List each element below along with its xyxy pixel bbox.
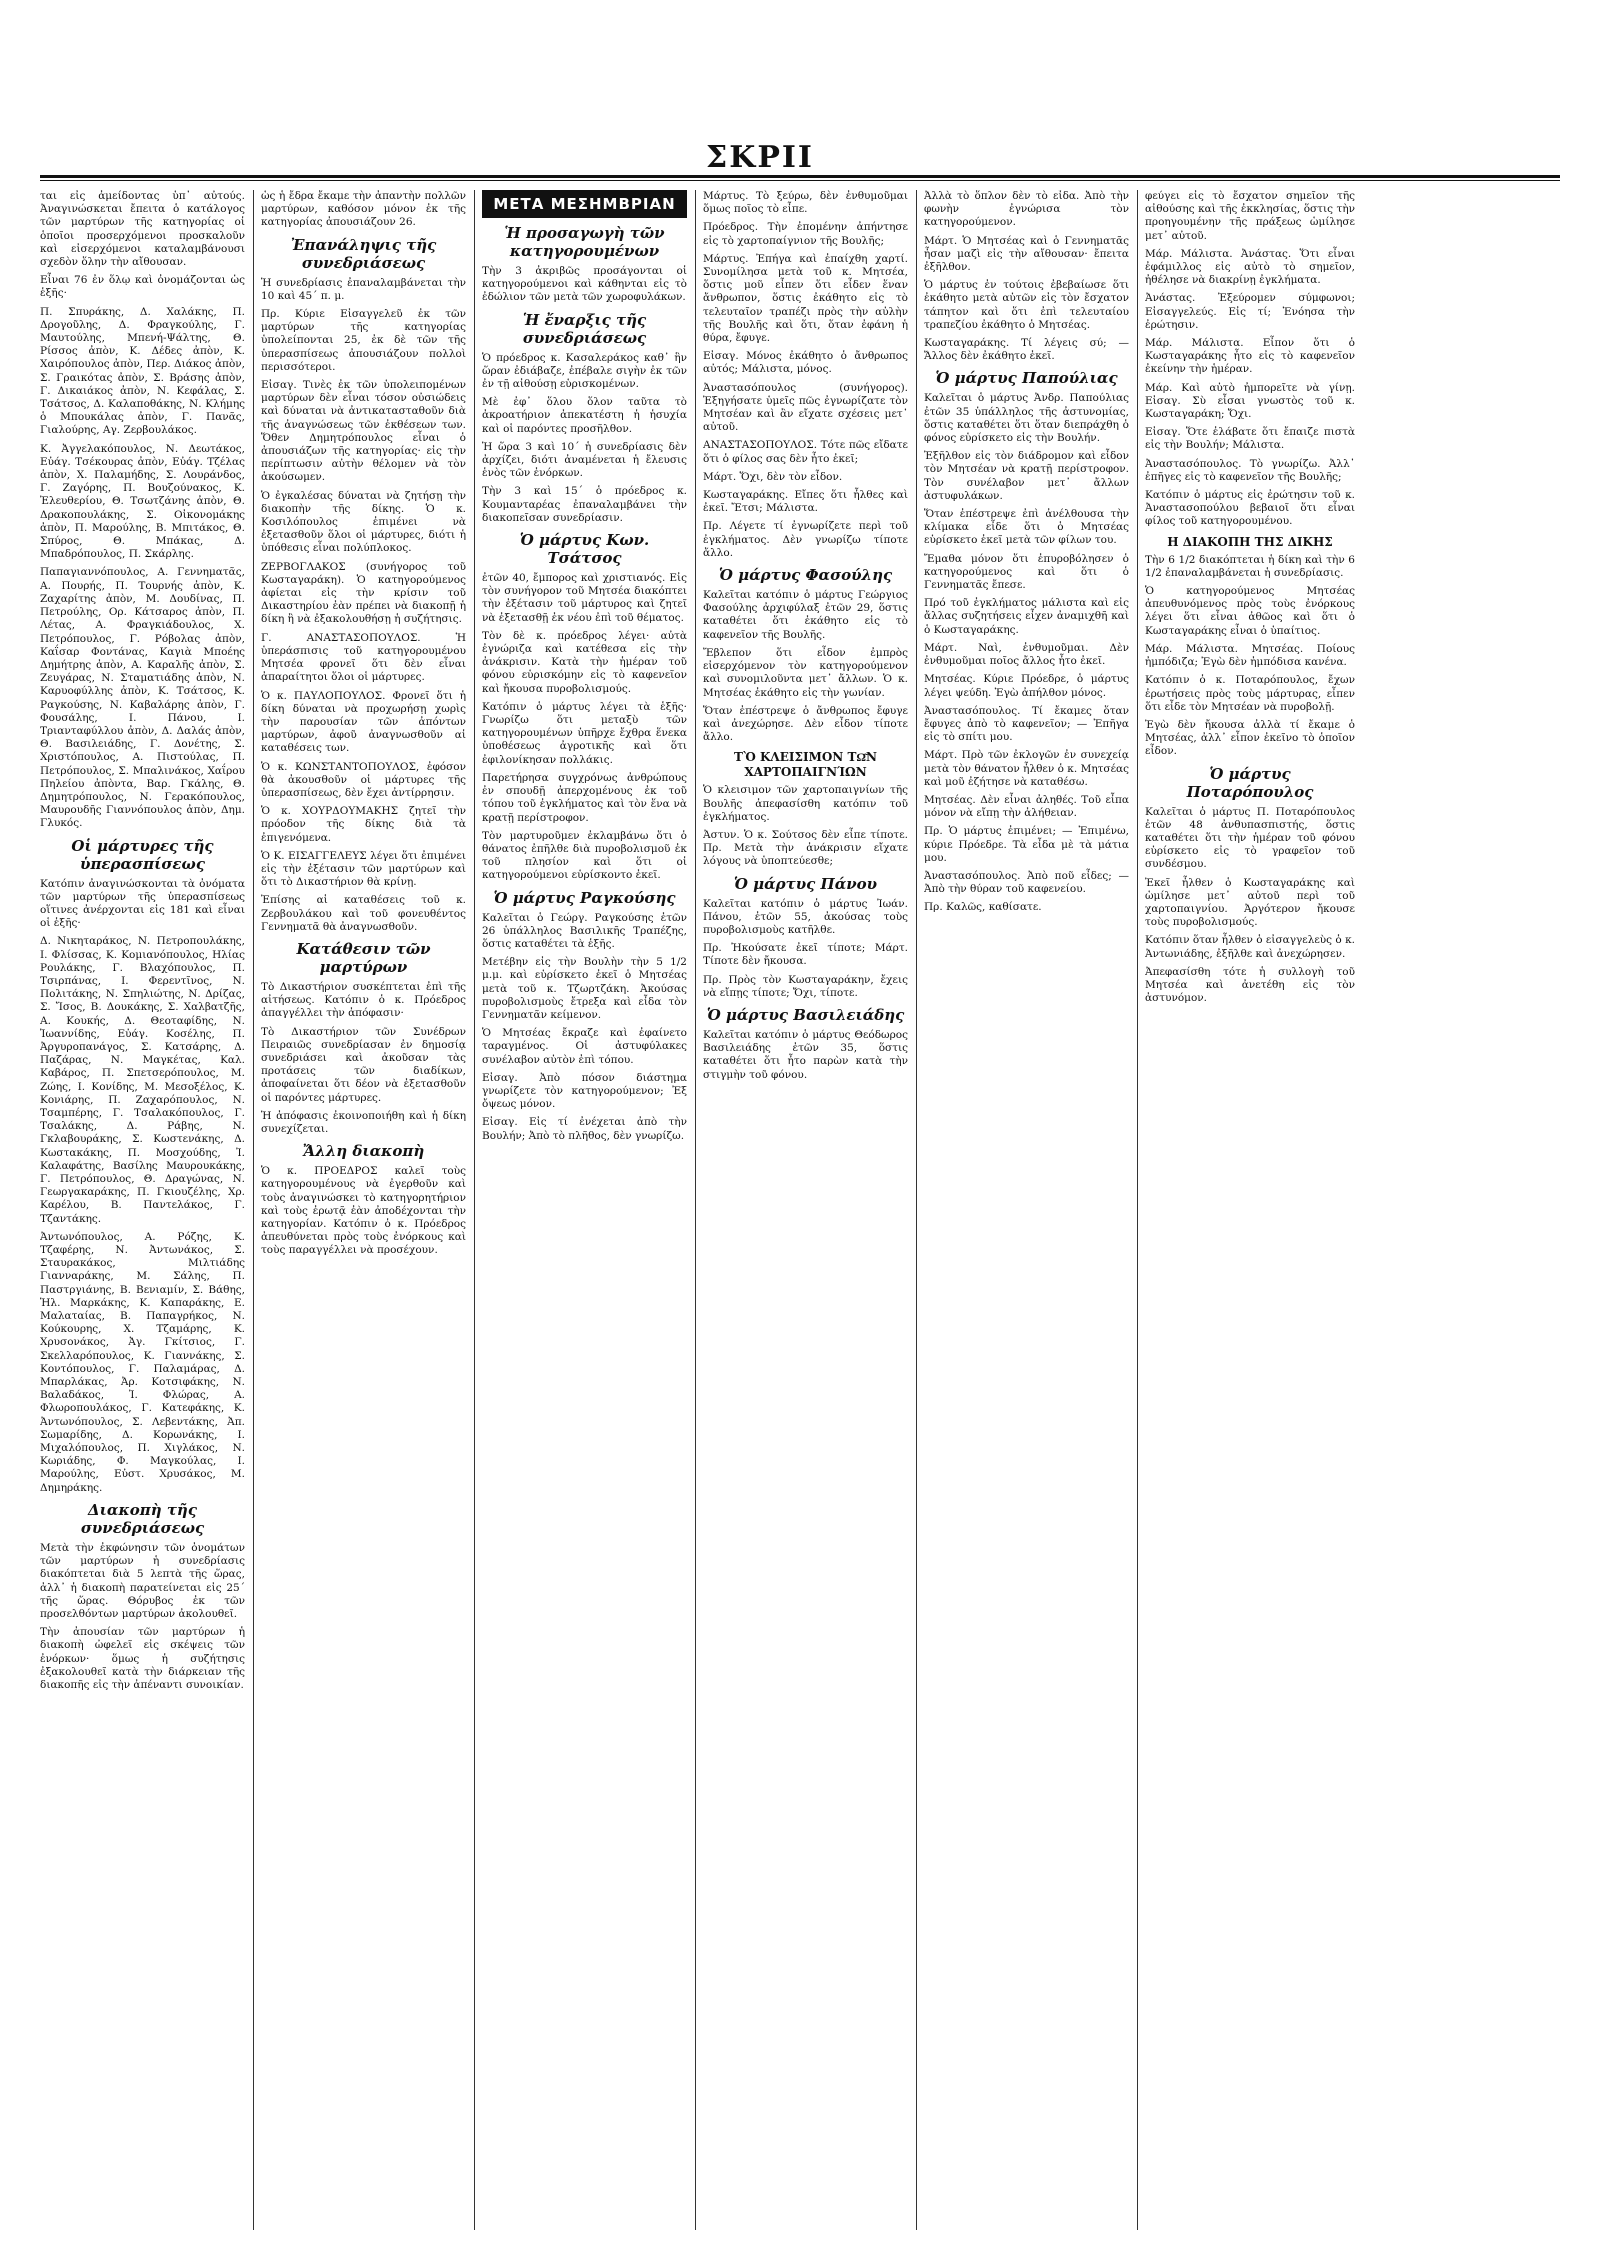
article-paragraph: Πρ. Λέγετε τί ἐγνωρίζετε περὶ τοῦ ἐγκλήματος. Δὲν γνωρίζω τίποτε ἄλλο. [703, 520, 908, 559]
article-paragraph: Κωσταγαράκης. Τί λέγεις σύ; — Ἄλλος δὲν ἐκάθητο ἐκεῖ. [924, 337, 1129, 363]
column-5 [924, 190, 1129, 2230]
article-paragraph: ται εἰς ἀμείδοντας ὑπ᾿ αὐτούς. Ἀναγινώσκεται ἔπειτα ὁ κατάλογος τῶν μαρτύρων τῆς κατηγορίας οἱ ὁποῖοι προσερχόμενοι προσκαλοῦν καὶ εἰσερχόμενοι καταλαμβάνουσι σχεδὸν ὅλην τὴν αἴθουσαν. [40, 190, 245, 269]
article-paragraph: ἐτῶν 40, ἔμπορος καὶ χριστιανός. Εἰς τὸν συνήγορον τοῦ Μητσέα διακόπτει τὴν ἐξέτασιν τοῦ μάρτυρος καὶ ζητεῖ νὰ ἐξετασθῇ ἐκ νέου ἐπὶ τοῦ θέματος. [482, 572, 687, 624]
article-paragraph: Ἡ συνεδρίασις ἐπαναλαμβάνεται τὴν 10 καὶ 45΄ π. μ. [261, 276, 466, 302]
article-paragraph: Μάρτ. Ναὶ, ἐνθυμοῦμαι. Δὲν ἐνθυμοῦμαι ποῖος ἄλλος ἦτο ἐκεῖ. [924, 641, 1129, 668]
article-paragraph: Τὴν 3 καὶ 15΄ ὁ πρόεδρος κ. Κουμανταρέας ἐπαναλαμβάνει τὴν διακοπεῖσαν συνεδρίασιν. [482, 485, 687, 524]
article-paragraph: Ὁ κ. ΠΑΥΛΟΠΟΥΛΟΣ. Φρονεῖ ὅτι ἡ δίκη δύναται νὰ προχωρήσῃ χωρὶς τὴν παρουσίαν τῶν ἀπόντων μαρτύρων, ἀφοῦ ἀναγνωσθοῦν αἱ καταθέσεις των. [261, 689, 466, 755]
page-header [0, 0, 1600, 175]
article-paragraph: Ἀναστασόπουλος. Ἀπὸ ποῦ εἶδες; — Ἀπὸ τὴν θύραν τοῦ καφενείου. [924, 869, 1129, 896]
article-paragraph: Ἔμαθα μόνον ὅτι ἐπυροβόλησεν ὁ κατηγορούμενος καὶ ὅτι ὁ Γεννηματᾶς ἔπεσε. [924, 552, 1129, 592]
article-paragraph: Ἀναστασόπουλος (συνήγορος). Ἐξηγήσατε ὑμεῖς πῶς ἐγνωρίζατε τὸν Μητσέαν καὶ ἂν εἴχατε σχέσεις μετ᾿ αὐτοῦ. [703, 381, 908, 434]
article-paragraph: Τὸν μαρτυροῦμεν ἐκλαμβάνω ὅτι ὁ θάνατος ἐπῆλθε διὰ πυροβολισμοῦ ἐκ τοῦ πλησίον καὶ ὅτι οἱ κατηγορούμενοι εὑρίσκοντο ἐκεῖ. [482, 829, 687, 882]
column-divider [253, 190, 254, 2230]
article-paragraph: Πρ. Ὁ μάρτυς ἐπιμένει; — Ἐπιμένω, κύριε Πρόεδρε. Τὰ εἶδα μὲ τὰ μάτια μου. [924, 825, 1129, 864]
article-paragraph: Πρό τοῦ ἐγκλήματος μάλιστα καὶ εἰς ἄλλας συζητήσεις εἶχεν ἀναμιχθῆ καὶ ὁ Κωσταγαράκης. [924, 597, 1129, 636]
article-paragraph: Καλεῖται ὁ μάρτυς Ἀνδρ. Παπούλιας ἐτῶν 35 ὑπάλληλος τῆς ἀστυνομίας, ὅστις καταθέτει ὅτι ὅταν διεπράχθη ὁ φόνος εὑρίσκετο εἰς τὴν Βουλήν. [924, 392, 1129, 445]
header-rule [40, 175, 1560, 178]
section-heading: Ὁ μάρτυς Ραγκούσης [493, 888, 676, 907]
article-paragraph: Ἀναστασόπουλος. Τί ἔκαμες ὅταν ἔφυγες ἀπὸ τὸ καφενεῖον; — Ἐπῆγα εἰς τὸ σπίτι μου. [924, 704, 1129, 744]
article-paragraph: Τὸν δὲ κ. πρόεδρος λέγει· αὐτὰ ἐγνώριζα καὶ κατέθεσα εἰς τὴν ἀνάκρισιν. Κατὰ τὴν ἡμέραν τοῦ φόνου εὑρισκόμην εἰς τὸ καφενεῖον καὶ ἤκουσα πυροβολισμούς. [482, 629, 687, 695]
article-paragraph: Ἀναστασόπουλος. Τὸ γνωρίζω. Ἀλλ᾿ ἐπῆγες εἰς τὸ καφενεῖον τῆς Βουλῆς; [1145, 457, 1355, 483]
section-heading: Ἡ ἔναρξις τῆς συνεδριάσεως [522, 310, 647, 347]
article-paragraph: Εἰσαγ. Μόνος ἐκάθητο ὁ ἄνθρωπος αὐτός; Μάλιστα, μόνος. [703, 350, 908, 376]
article-paragraph: Ἐπίσης αἱ καταθέσεις τοῦ κ. Ζερβουλάκου καὶ τοῦ φονευθέντος Γεννηματᾶ θὰ ἀναγνωσθοῦν. [261, 894, 466, 933]
article-paragraph: Πρ. Καλῶς, καθίσατε. [924, 901, 1042, 914]
article-paragraph: Εἰσαγ. Τινὲς ἐκ τῶν ὑπολειπομένων μαρτύρων δὲν εἶναι τόσον οὐσιώδεις καὶ δύναται νὰ ἀντικατασταθοῦν διὰ τῆς ἀναγνώσεως τῶν ἐκθέσεων των. Ὅθεν Δημητρόπουλος εἶναι ὁ ἀπουσιάζων τῆς κατηγορίας· εἰς τὴν περίπτωσιν αὐτὴν θέλομεν νὰ τὸν ἀκούσωμεν. [261, 379, 466, 484]
section-heading: Ὁ μάρτυς Βασιλειάδης [706, 1005, 905, 1024]
article-paragraph: Πρ. Ἠκούσατε ἐκεῖ τίποτε; Μάρτ. Τίποτε δὲν ἤκουσα. [703, 942, 908, 968]
section-heading: Ὁ μάρτυς Κων. Τσάτσος [519, 531, 650, 568]
article-paragraph: Κατόπιν ὁ μάρτυς λέγει τὰ ἑξῆς· Γνωρίζω ὅτι μεταξὺ τῶν κατηγορουμένων ὑπῆρχε ἔχθρα ἕνεκα ὑποθέσεως ἀγροτικῆς καὶ ὅτι ἐφιλονίκησαν πολλάκις. [482, 700, 687, 766]
section-heading: Ὁ μάρτυς Ποταρόπουλος [1186, 764, 1314, 801]
article-paragraph: Μητσέας. Δὲν εἶναι ἀληθές. Τοῦ εἶπα μόνον νὰ εἴπῃ τὴν ἀλήθειαν. [924, 793, 1129, 820]
section-heading: Ὁ μάρτυς Παπούλιας [935, 369, 1118, 388]
section-heading: Ἐπανάληψις τῆς συνεδριάσεως [290, 235, 437, 272]
article-paragraph: Καλεῖται κατόπιν ὁ μάρτυς Γεώργιος Φασούλης ἀρχιφύλαξ ἐτῶν 29, ὅστις καταθέτει ὅτι ἐκάθητο εἰς τὸ καφενεῖον τῆς Βουλῆς. [703, 589, 908, 641]
article-paragraph: Ἡ ὥρα 3 καὶ 10΄ ἡ συνεδρίασις δὲν ἀρχίζει, διότι ἀναμένεται ἡ ἔλευσις ἑνὸς τῶν ἐνόρκων. [482, 440, 687, 480]
article-paragraph: Ἀπεφασίσθη τότε ἡ συλλογὴ τοῦ Μητσέα καὶ ἀνετέθη εἰς τὸν ἀστυνόμον. [1145, 965, 1355, 1005]
article-paragraph: Μάρτ. Ὁ Μητσέας καὶ ὁ Γεννηματᾶς ἦσαν μαζὶ εἰς τὴν αἴθουσαν· ἔπειτα ἐξῆλθον. [924, 234, 1129, 274]
article-paragraph: Παπαγιαννόπουλος, Α. Γεννηματᾶς, Α. Πουρής, Π. Τουρνής ἀπὸν, Κ. Ζαχαρίτης ἀπὸν, Μ. Δουδίνας, Π. Πετρούλης, Ορ. Κάτσαρος ἀπὸν, Π. Λέτας, Α. Φραγκιάδουλος, Χ. Πετρόπουλος, Γ. Ρόβολας ἀπὸν, Καΐσαρ Φοντάνας, Καγιὰ Μποέης Δημήτρης ἀπὸν, Α. Καραλῆς ἀπὸν, Σ. Ζευγάρας, Ν. Σταματιάδης ἀπὸν, Ν. Καρυοφύλλης ἀπὸν, Κ. Τσάτσος, Κ. Ραγκούσης, Ν. Καβαλάρης ἀπὸν, Γ. Φουσάλης, Ι. Πάνου, Ι. Τριανταφύλλου ἀπὸν, Δ. Δαλάς ἀπὸν, Θ. Βασιλειάδης, Γ. Δονέτης, Σ. Χριστόπουλος, Α. Πιστούλας, Π. Πετρόπουλος, Σ. Μπαλινάκος, Χαΐρου Πηλείου ἀπὸντα, Βαρ. Γκάλης, Θ. Δημητρόπουλος, Ν. Γερακόπουλος, Μαυρουδῆς Γιαννόπουλος ἀπὸν, Δημ. Γλυκός. [40, 566, 245, 830]
article-paragraph: Πρ. Πρὸς τὸν Κωσταγαράκην, ἔχεις νὰ εἴπῃς τίποτε; Ὄχι, τίποτε. [703, 973, 908, 999]
page-folio: ΣΚΡΙΙ [706, 140, 814, 175]
section-heading: Ὁ μάρτυς Φασούλης [718, 566, 893, 585]
article-paragraph: Παρετήρησα συγχρόνως ἀνθρώπους ἐν σπουδῇ ἀπερχομένους ἐκ τοῦ τόπου τοῦ ἐγκλήματος καὶ τὸν ἕνα νὰ κρατῇ περίστροφον. [482, 771, 687, 824]
article-paragraph: Ὁ κλεισιμον τῶν χαρτοπαιγνίων τῆς Βουλῆς ἀπεφασίσθη κατόπιν τοῦ ἐγκλήματος. [703, 784, 908, 823]
article-paragraph: Ὁ Κ. ΕΙΣΑΓΓΕΛΕΥΣ λέγει ὅτι ἐπιμένει εἰς τὴν ἐξέτασιν τῶν μαρτύρων καὶ ὅτι τὸ Δικαστήριον θὰ κρίνῃ. [261, 849, 466, 889]
article-paragraph: Εἰσαγ. Εἰς τί ἐνέχεται ἀπὸ τὴν Βουλήν; Ἀπὸ τὸ πλῆθος, δὲν γνωρίζω. [482, 1116, 687, 1142]
article-paragraph: Π. Σπυράκης, Δ. Χαλάκης, Π. Δρογοῦλης, Δ. Φραγκούλης, Γ. Μαυτούλης, Μπενή-Ψάλτης, Θ. Ρίσσος ἀπὸν, Κ. Δέδες ἀπὸν, Κ. Χαιρόπουλος ἀπὸν, Περ. Διάκος ἀπὸν, Σ. Γραικότας ἀπὸν, Σ. Βράσης ἀπὸν, Γ. Δικαιάκος ἀπὸν, Ν. Κεφάλας, Σ. Τσάτσος, Δ. Καλαποθάκης, Ν. Κλήμης ὁ Μπουκάλας ἀπὸν, Γ. Πανᾶς, Γιαλούρης, Αγ. Ζερβουλάκος. [40, 305, 245, 437]
article-paragraph: Μάρ. Μάλιστα. Εἶπον ὅτι ὁ Κωσταγαράκης ἦτο εἰς τὸ καφενεῖον ἐκείνην τὴν ἡμέραν. [1145, 337, 1355, 376]
section-heading: Ἡ προσαγωγὴ τῶν κατηγορουμένων [504, 224, 665, 260]
article-paragraph: Μὲ ἐφ᾿ ὅλου ὅλον ταῦτα τὸ ἀκροατήριον ἀπεκατέστη ἡ ἡσυχία καὶ οἱ παρόντες προσῆλθον. [482, 396, 687, 435]
article-paragraph: ΖΕΡΒΟΓΛΑΚΟΣ (συνήγορος τοῦ Κωσταγαράκη). Ὁ κατηγορούμενος ἀφίεται εἰς τὴν κρίσιν τοῦ Δικαστηρίου ἐὰν πρέπει νὰ διακοπῇ ἡ δίκη ἢ νὰ ἐξακολουθήσῃ ἡ συζήτησις. [261, 560, 466, 626]
column-2 [261, 190, 466, 2230]
article-paragraph: Ἀστυν. Ὁ κ. Σούτσος δὲν εἶπε τίποτε. Πρ. Μετὰ τὴν ἀνάκρισιν εἴχατε λόγους νὰ ὑποπτεύεσθε; [703, 828, 908, 868]
article-paragraph: Γ. ΑΝΑΣΤΑΣΟΠΟΥΛΟΣ. Ἡ ὑπεράσπισις τοῦ κατηγορουμένου Μητσέα φρονεῖ ὅτι δὲν εἶναι ἀπαραίτητοι ὅλοι οἱ μάρτυρες. [261, 631, 466, 684]
article-paragraph: Μητσέας. Κύριε Πρόεδρε, ὁ μάρτυς λέγει ψεύδη. Ἐγὼ ἀπήλθον μόνος. [924, 673, 1129, 699]
article-paragraph: Ὁ πρόεδρος κ. Κασαλεράκος καθ᾿ ἣν ὥραν ἐδιάβαζε, ἐπέβαλε σιγὴν ἐκ τῶν ἐν τῇ αἰθούσῃ εὑρισκομένων. [482, 351, 687, 391]
article-paragraph: Καλεῖται ὁ Γεώργ. Ραγκούσης ἐτῶν 26 ὑπάλληλος Βασιλικῆς Τραπέζης, ὅστις καταθέτει τὰ ἑξῆς. [482, 911, 687, 950]
article-paragraph: Ἐξῆλθον εἰς τὸν διάδρομον καὶ εἶδον τὸν Μητσέαν νὰ κρατῇ περίστροφον. Τὸν συνέλαβον μετ᾿ ἄλλων ἀστυφυλάκων. [924, 450, 1129, 502]
article-paragraph: Πρόεδρος. Τὴν ἐπομένην ἀπήντησε εἰς τὸ χαρτοπαίγνιον τῆς Βουλῆς; [703, 221, 908, 247]
article-paragraph: Εἰσαγ. Ὅτε ἐλάβατε ὅτι ἔπαιζε πιστὰ εἰς τὴν Βουλήν; Μάλιστα. [1145, 426, 1355, 452]
newspaper-columns [40, 190, 1560, 2230]
article-paragraph: Μάρτ. Πρὸ τῶν ἐκλογῶν ἐν συνεχείᾳ μετὰ τὸν θάνατον ἦλθεν ὁ κ. Μητσέας καὶ μοῦ ἐζήτησε νὰ καταθέσω. [924, 749, 1129, 788]
column-divider [474, 190, 475, 2230]
article-paragraph: Κατόπιν ἀναγινώσκονται τὰ ὀνόματα τῶν μαρτύρων τῆς ὑπερασπίσεως οἵτινες ἀνέρχονται εἰς 181 καὶ εἶναι οἱ ἑξῆς· [40, 877, 245, 930]
article-paragraph: Τὸ Δικαστήριον τῶν Συνέδρων Πειραιῶς συνεδρίασαν ἐν δημοσίᾳ συνεδριάσει καὶ ἀκοῦσαν τὰς προτάσεις τῶν διαδίκων, ἀποφαίνεται ὅτι δέον νὰ ἐξετασθοῦν οἱ παρόντες μάρτυρες. [261, 1025, 466, 1104]
column-divider [695, 190, 696, 2230]
article-paragraph: Ὁ Μητσέας ἔκραζε καὶ ἐφαίνετο ταραγμένος. Οἱ ἀστυφύλακες συνέλαβον αὐτὸν ἐπὶ τόπου. [482, 1027, 687, 1066]
column-6 [1145, 190, 1355, 2230]
header-rule-thin [40, 180, 1560, 181]
article-paragraph: Ὁ κ. ΠΡΟΕΔΡΟΣ καλεῖ τοὺς κατηγορουμένους νὰ ἐγερθοῦν καὶ τοὺς ἀναγινώσκει τὸ κατηγορητήριον καὶ τοὺς ἐρωτᾷ ἐὰν ἀποδέχονται τὴν κατηγορίαν. Κατόπιν ὁ κ. Πρόεδρος ἀπευθύνεται πρὸς τοὺς ἐνόρκους καὶ τοὺς παραγγέλλει νὰ προσέχουν. [261, 1165, 466, 1257]
article-paragraph: Εἶναι 76 ἐν ὅλῳ καὶ ὀνομάζονται ὡς ἑξῆς· [40, 274, 245, 300]
article-paragraph: Ὁ ἐγκαλέσας δύναται νὰ ζητήσῃ τὴν διακοπὴν τῆς δίκης. Ὁ κ. Κοσιλόπουλος ἐπιμένει νὰ ἐξετασθοῦν ὅλοι οἱ μάρτυρες, διότι ἡ ὑπόθεσις εἶναι πολύπλοκος. [261, 489, 466, 555]
article-paragraph: Μάρ. Μάλιστα. Ἀνάστας. Ὅτι εἶναι ἐφάμιλλος εἰς αὐτὸ τὸ σημεῖον, ἠθέλησε νὰ διακρίνῃ ἐγκλήματα. [1145, 247, 1355, 287]
article-paragraph: Τὴν 3 ἀκριβῶς προσάγονται οἱ κατηγορούμενοι καὶ κάθηνται εἰς τὸ ἐδώλιον τῶν μετὰ τῶν χωροφυλάκων. [482, 265, 687, 304]
article-paragraph: Εἰσαγ. Ἀπὸ πόσον διάστημα γνωρίζετε τὸν κατηγορούμενον; Ἐξ ὄψεως μόνον. [482, 1071, 687, 1111]
article-paragraph: Πρ. Κύριε Εἰσαγγελεῦ ἐκ τῶν μαρτύρων τῆς κατηγορίας ὑπολείπονται 25, ἐκ δὲ τῶν τῆς ὑπερασπίσεως ἀπουσιάζουν πολλοὶ περισσότεροι. [261, 308, 466, 373]
article-paragraph: Κατόπιν ὁ μάρτυς εἰς ἐρώτησιν τοῦ κ. Ἀναστασοπούλου βεβαιοῖ ὅτι εἶναι φίλος τοῦ κατηγορουμένου. [1145, 489, 1355, 528]
article-paragraph: Ἐγὼ δὲν ἤκουσα ἀλλὰ τί ἔκαμε ὁ Μητσέας, ἀλλ᾿ εἶπον ἐκεῖνο τὸ ὁποῖον εἶδον. [1145, 718, 1355, 758]
article-paragraph: Ἡ ἀπόφασις ἐκοινοποιήθη καὶ ἡ δίκη συνεχίζεται. [261, 1109, 466, 1135]
article-paragraph: Μάρτυς. Τὸ ξεύρω, δὲν ἐνθυμοῦμαι ὅμως ποῖος τὸ εἶπε. [703, 190, 908, 216]
article-paragraph: Κ. Ἀγγελακόπουλος, Ν. Δεωτάκος, Εὐάγ. Τσέκουρας ἀπὸν, Εὐάγ. Τζέλας ἀπὸν, Χ. Παλαμήδης, Σ. Λουράνδος, Γ. Ζαγόρης, Π. Βουζούνακος, Κ. Ἐλευθερίου, Θ. Τσωτζάνης ἀπὸν, Θ. Δρακοπουλάκης, Σ. Οἰκονομάκης ἀπὸν, Π. Μαρούλης, Β. Μπιτάκος, Θ. Σπύρος, Θ. Μπάκας, Δ. Μπαδρόπουλος, Π. Σκάρλης. [40, 442, 245, 561]
article-paragraph: Μάρ. Καὶ αὐτὸ ἠμπορεῖτε νὰ γίνῃ. Εἰσαγ. Σὺ εἶσαι γνωστὸς τοῦ κ. Κωσταγαράκη; Ὄχι. [1145, 381, 1355, 421]
column-4 [703, 190, 908, 2230]
article-paragraph: Καλεῖται ὁ μάρτυς Π. Ποταρόπουλος ἐτῶν 48 ἀνθυπασπιστής, ὅστις καταθέτει ὅτι τὴν ἡμέραν τοῦ φόνου εὑρίσκετο εἰς τὸ γραφεῖον τοῦ συνδέσμου. [1145, 805, 1355, 871]
article-paragraph: Ὁ κ. ΚΩΝΣΤΑΝΤΟΠΟΥΛΟΣ, ἐφόσον θὰ ἀκουσθοῦν οἱ μάρτυρες τῆς ὑπερασπίσεως, δὲν ἔχει ἀντίρρησιν. [261, 760, 466, 799]
article-paragraph: Καλεῖται κατόπιν ὁ μάρτυς Ἰωάν. Πάνου, ἐτῶν 55, ἀκούσας τοὺς πυροβολισμοὺς κατῆλθε. [703, 897, 908, 936]
section-subheading: Η ΔΙΑΚΟΠΗ ΤΗΣ ΔΙΚΗΣ [1167, 534, 1333, 549]
article-paragraph: Τὴν 6 1/2 διακόπτεται ἡ δίκη καὶ τὴν 6 1/2 ἐπαναλαμβάνεται ἡ συνεδρίασις. [1145, 553, 1355, 579]
section-subheading: ΤῸ ΚΛΕΙΣΙΜΟΝ ΤΩ͂Ν ΧΑΡΤΟΠΑΙΓΝΊΩΝ [734, 750, 877, 780]
article-paragraph: Μάρ. Μάλιστα. Μητσέας. Ποίους ἠμπόδιζα; Ἐγὼ δὲν ἠμπόδισα κανένα. [1145, 642, 1355, 669]
article-paragraph: Ἀντωνόπουλος, Α. Ρόζης, Κ. Τζαφέρης, Ν. Ἀντωνάκος, Σ. Σταυρακάκος, Μιλτιάδης Γιανναράκης, Μ. Σάλης, Π. Παστργιάνης, Β. Βενιαμίν, Σ. Βάθης, Ἡλ. Μαρκάκης, Κ. Καπαράκης, Ε. Μαλαταίας, Β. Παπαγρήκος, Ν. Κούκουρης, Χ. Τζαμάρης, Κ. Χρυσονάκος, Ἀγ. Γκίτσιος, Γ. Σκελλαρόπουλος, Κ. Γιαννάκης, Σ. Κοντόπουλος, Γ. Παλαμάρας, Δ. Μπαρλάκας, Ἀρ. Κοτσιφάκης, Ν. Βαλαδάκος, Ἰ. Φλώρας, Α. Φλωροπουλάκος, Γ. Κατεφάκης, Κ. Ἀντωνόπουλος, Σ. Λεβεντάκης, Ἀπ. Σωμαρίδης, Δ. Κορωνάκης, Ι. Μιχαλόπουλος, Π. Χιγλάκος, Ν. Κωριάδης, Φ. Μαγκούλας, Ι. Μαρούλης, Εὐστ. Χρυσάκος, Μ. Δημηράκης. [40, 1230, 245, 1494]
article-paragraph: Κωσταγαράκης. Εἴπες ὅτι ἦλθες καὶ ἐκεῖ. Ἔτσι; Μάλιστα. [703, 489, 908, 515]
article-paragraph: Κατόπιν ὅταν ἦλθεν ὁ εἰσαγγελεὺς ὁ κ. Ἀντωνιάδης, ἐξῆλθε καὶ ἀνεχώρησεν. [1145, 934, 1355, 960]
article-paragraph: Τὴν ἀπουσίαν τῶν μαρτύρων ἡ διακοπὴ ὠφελεῖ εἰς σκέψεις τῶν ἐνόρκων· ὅμως ἡ συζήτησις ἐξακολουθεῖ κατὰ τὴν διάρκειαν τῆς διακοπῆς εἰς τὴν ἀπέναντι συνοικίαν. [40, 1626, 245, 1691]
article-paragraph: Μάρτυς. Ἐπήγα καὶ ἐπαίχθη χαρτί. Συνομίλησα μετὰ τοῦ κ. Μητσέα, ὅστις μοῦ εἶπεν ὅτι εἶδεν ἕναν ἄνθρωπον, ὅστις ἐκάθητο εἰς τὸ τελευταῖον τραπέζι πρὸς τὴν αὐλὴν τῆς Βουλῆς καὶ ὅτι, ὅταν ἐφάνη ἡ θύρα, ἔφυγε. [703, 252, 908, 345]
article-paragraph: Ἔβλεπον ὅτι εἶδον ἐμπρὸς εἰσερχόμενον τὸν κατηγορούμενον καὶ συνομιλοῦντα μετ᾿ ἄλλων. Ὁ κ. Μητσέας ἐκάθητο εἰς τὴν γωνίαν. [703, 646, 908, 699]
article-paragraph: Ὅταν ἐπέστρεψε ὁ ἄνθρωπος ἔφυγε καὶ ἀνεχώρησε. Δὲν εἶδον τίποτε ἄλλο. [703, 704, 908, 744]
article-paragraph: Ὅταν ἐπέστρεψε ἐπὶ ἀνέλθουσα τὴν κλίμακα εἶδε ὅτι ὁ Μητσέας εὑρίσκετο ἐκεῖ μετὰ τῶν φίλων του. [924, 508, 1129, 547]
section-heading: Οἱ μάρτυρες τῆς ὑπερασπίσεως [71, 836, 214, 873]
article-paragraph: φεύγει εἰς τὸ ἔσχατον σημεῖον τῆς αἰθούσης καὶ τῆς ἐκκλησίας, ὅστις τὴν προηγουμένην τῆς πράξεως ὡμίλησε μετ᾿ αὐτοῦ. [1145, 190, 1355, 242]
article-paragraph: Ὁ κατηγορούμενος Μητσέας ἀπευθυνόμενος πρὸς τοὺς ἐνόρκους λέγει ὅτι εἶναι ἀθῶος καὶ ὅτι ὁ Κωσταγαράκης εἶναι ὁ ὑπαίτιος. [1145, 585, 1355, 637]
article-paragraph: ὡς ἡ ἔδρα ἔκαμε τὴν ἀπαντὴν πολλῶν μαρτύρων, καθόσον μόνον ἐκ τῆς κατηγορίας ἀπουσιάζουν 26. [261, 190, 466, 229]
article-paragraph: Ἐκεῖ ἦλθεν ὁ Κωσταγαράκης καὶ ὡμίλησε μετ᾿ αὐτοῦ περὶ τοῦ χαρτοπαιγνίου. Ἀργότερον ἤκουσε τοὺς πυροβολισμούς. [1145, 876, 1355, 929]
column-3 [482, 190, 687, 2230]
article-paragraph: ΑΝΑΣΤΑΣΟΠΟΥΛΟΣ. Τότε πῶς εἴδατε ὅτι ὁ φίλος σας δὲν ἦτο ἐκεῖ; [703, 439, 908, 465]
article-paragraph: Ἀλλὰ τὸ ὅπλον δὲν τὸ εἶδα. Ἀπὸ τὴν φωνὴν ἐγνώρισα τὸν κατηγορούμενον. [924, 190, 1129, 229]
article-paragraph: Μετὰ τὴν ἐκφώνησιν τῶν ὀνομάτων τῶν μαρτύρων ἡ συνεδρίασις διακόπτεται διὰ 5 λεπτὰ τῆς ὥρας, ἀλλ᾿ ἡ διακοπὴ παρατείνεται εἰς 25΄ τῆς ὥρας. Θόρυβος ἐκ τῶν προσελθόντων μαρτύρων ἀκολουθεῖ. [40, 1541, 245, 1620]
article-paragraph: Καλεῖται κατόπιν ὁ μάρτυς Θεόδωρος Βασιλειάδης ἐτῶν 35, ὅστις καταθέτει ὅτι ἦτο παρὼν κατὰ τὴν στιγμὴν τοῦ φόνου. [703, 1028, 908, 1081]
section-banner: ΜΕΤΑ ΜΕΣΗΜΒΡΙΑΝ [482, 190, 687, 218]
article-paragraph: Κατόπιν ὁ κ. Ποταρόπουλος, ἔχων ἐρωτήσεις πρὸς τοὺς μάρτυρας, εἶπεν ὅτι εἶδε τὸν Μητσέαν νὰ πυροβολῇ. [1145, 674, 1355, 713]
section-heading: Κατάθεσιν τῶν μαρτύρων [296, 939, 431, 976]
article-paragraph: Ὁ κ. ΧΟΥΡΔΟΥΜΑΚΗΣ ζητεῖ τὴν πρόοδον τῆς δίκης διὰ τὰ ἐπιγενόμενα. [261, 805, 466, 844]
article-paragraph: Ἀνάστας. Ἐξεύρομεν σύμφωνοι; Εἰσαγγελεύς. Εἰς τί; Ἐνόησα τὴν ἐρώτησιν. [1145, 292, 1355, 331]
column-1 [40, 190, 245, 2230]
column-divider [1137, 190, 1138, 2230]
article-paragraph: Μάρτ. Ὅχι, δὲν τὸν εἶδον. [703, 470, 843, 483]
article-paragraph: Ὁ μάρτυς ἐν τούτοις ἐβεβαίωσε ὅτι ἐκάθητο μετὰ αὐτῶν εἰς τὸν ἔσχατον τάπητον καὶ ὅτι ἐπὶ τελευταίου τραπεζίου ἐκάθητο ὁ Μητσέας. [924, 279, 1129, 331]
article-paragraph: Δ. Νικηταράκος, Ν. Πετροπουλάκης, Ι. Φλίσσας, Κ. Κομιανόπουλος, Ηλίας Ρουλάκης, Γ. Βλαχόπουλος, Π. Τσιρπάνας, Ι. Φερεντῖνος, Ν. Πολιτάκης, Ν. Σπηλιώτης, Ν. Δρίζας, Σ. Ἴσος, Β. Δουκάκης, Σ. Χαλβατζῆς, Α. Κουκής, Δ. Θεοταφίδης, Ν. Ἰωαννίδης, Εὐάγ. Κοσέλης, Π. Ἀργυροπανάγος, Σ. Κατσάρης, Δ. Παζάρας, Ν. Μαγκέτας, Καλ. Καβάρος, Π. Σπετσερόπουλος, Μ. Ζώης, Ι. Κονίδης, Μ. Μεσοξέλος, Κ. Κονιάρης, Π. Ζαχαρόπουλος, Ν. Τσαμπέρης, Γ. Τσαλακόπουλος, Γ. Τσαλάκης, Δ. Ράβης, Ν. Γκλαβουράκης, Σ. Κωστενάκης, Δ. Κωστακάκης, Π. Μοσχούδης, Ἰ. Καλαφάτης, Βασίλης Μαυρουκάκης, Γ. Πετρόπουλος, Θ. Δραγώνας, Ν. Γεωργακαράκης, Π. Γκιουζέλης, Χρ. Καρέλου, Β. Παντελάκος, Γ. Τζαντάκης. [40, 935, 245, 1225]
article-paragraph: Τὸ Δικαστήριον συσκέπτεται ἐπὶ τῆς αἰτήσεως. Κατόπιν ὁ κ. Πρόεδρος ἀπαγγέλλει τὴν ἀπόφασιν· [261, 980, 466, 1020]
section-heading: Ἄλλη διακοπὴ [302, 1142, 425, 1161]
section-heading: Διακοπὴ τῆς συνεδριάσεως [80, 1500, 205, 1537]
article-paragraph: Μετέβην εἰς τὴν Βουλὴν τὴν 5 1/2 μ.μ. καὶ εὑρίσκετο ἐκεῖ ὁ Μητσέας μετὰ τοῦ κ. Τζωρτζάκη. Ἀκούσας πυροβολισμοὺς ἔτρεξα καὶ εἶδα τὸν Γεννηματᾶν κείμενον. [482, 956, 687, 1021]
column-divider [916, 190, 917, 2230]
section-heading: Ὁ μάρτυς Πάνου [733, 874, 878, 893]
